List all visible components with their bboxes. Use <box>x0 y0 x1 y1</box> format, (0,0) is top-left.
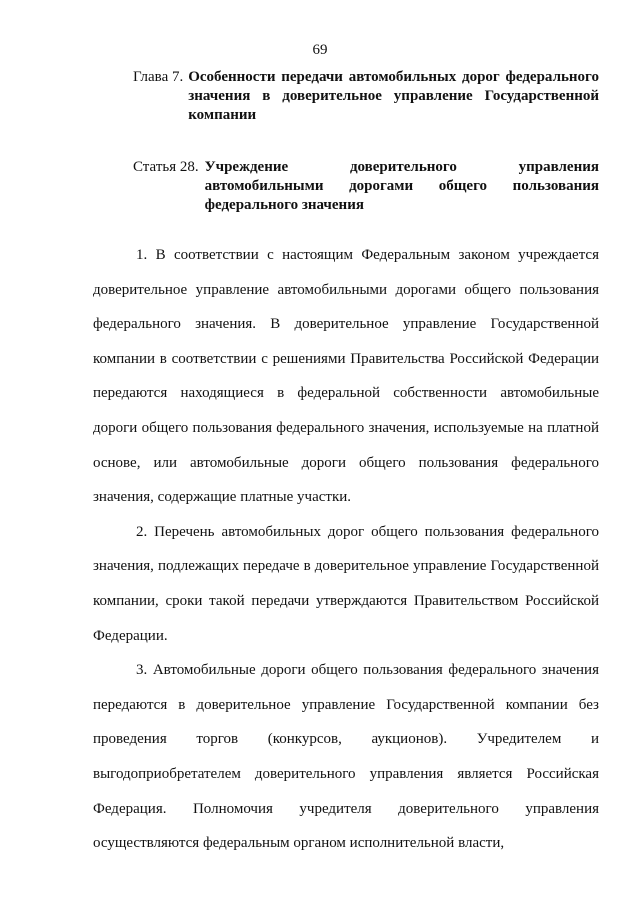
chapter-heading <box>133 68 599 125</box>
article-heading <box>133 158 599 215</box>
paragraph-3: 3. Автомобильные дороги общего пользования федерального значения передаются в доверительное управление Государственной компании без проведения торгов (конкурсов, аукционов). Учредителем и выгодоприобретателем доверительного управления является Российская Федерация. Полномочия учредителя доверительного управления осуществляются федеральным органом исполнительной власти, <box>93 662 599 852</box>
chapter-title: Особенности передачи автомобильных дорог федерального значения в доверительное управление Государственной компании <box>188 69 599 123</box>
chapter-label: Глава 7. <box>133 69 184 85</box>
paragraph-1: 1. В соответствии с настоящим Федеральным законом учреждается доверительное управление автомобильными дорогами общего пользования федерального значения. В доверительное управление Государственной компании в соответствии с решениями Правительства Российской Федерации передаются находящиеся в федеральной собственности автомобильные дороги общего пользования федерального значения, используемые на платной основе, или автомобильные дороги общего пользования федерального значения, содержащие платные участки. <box>93 247 599 506</box>
article-label: Статья 28. <box>133 159 199 175</box>
page-number: 69 <box>312 42 328 58</box>
paragraph-2: 2. Перечень автомобильных дорог общего пользования федерального значения, подлежащих передаче в доверительное управление Государственной компании, сроки такой передачи утверждаются Правительством Российской Федерации. <box>93 523 599 644</box>
article-body <box>93 238 599 861</box>
article-title: Учреждение доверительного управления автомобильными дорогами общего пользования федерального значения <box>204 159 599 213</box>
